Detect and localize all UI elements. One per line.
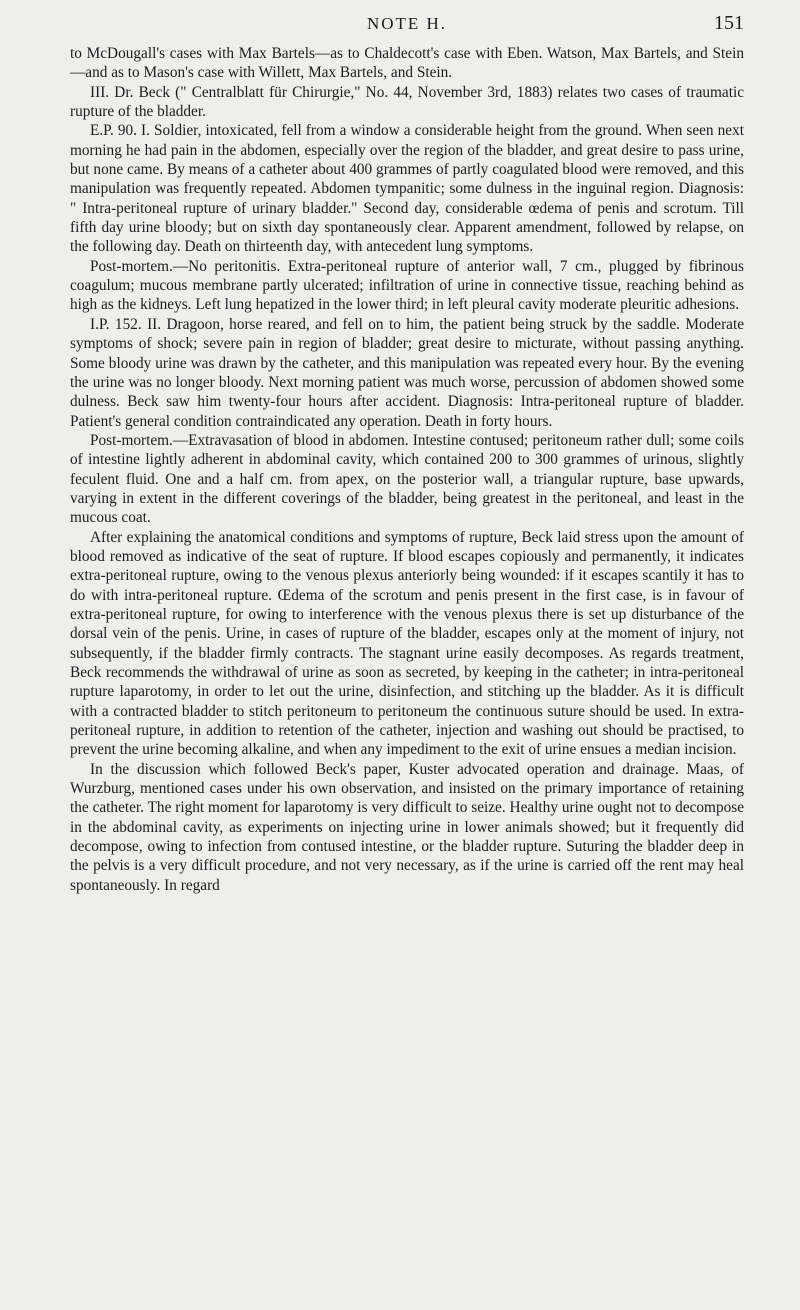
paragraph: After explaining the anatomical conditions and symptoms of rupture, Beck laid stress upon the amount of blood removed as indicative of the seat of rupture. If blood escapes copiously and permanently, it indicates extra-peritoneal rupture, owing to the venous plexus anteriorly being wounded: if it escapes scantily it has to do with intra-peritoneal rupture. Œdema of the scrotum and penis present in the first case, is in favour of extra-peritoneal rupture, for owing to interference with the venous plexus there is set up disturbance of the dorsal vein of the penis. Urine, in cases of rupture of the bladder, escapes only at the moment of injury, not subsequently, if the bladder firmly contracts. The stagnant urine easily decomposes. As regards treatment, Beck recommends the withdrawal of urine as soon as secreted, by keeping in the catheter; in intra-peritoneal rupture laparotomy, in order to let out the urine, disinfection, and stitching up the bladder. As it is difficult with a contracted bladder to stitch peritoneum to peritoneum the continuous suture should be used. In extra-peritoneal rupture, in addition to retention of the catheter, injection and washing out should be practised, to prevent the urine becoming alkaline, and when any impediment to the exit of urine ensues a median incision. bbox=[70, 528, 744, 759]
paragraph: I.P. 152. II. Dragoon, horse reared, and fell on to him, the patient being struck by the saddle. Moderate symptoms of shock; severe pain in region of bladder; great desire to micturate, without passing anything. Some bloody urine was drawn by the catheter, and this manipulation was repeated every hour. By the evening the urine was no longer bloody. Next morning patient was much worse, percussion of abdomen showed some dulness. Beck saw him twenty-four hours after accident. Diagnosis: Intra-peritoneal rupture of bladder. Patient's general condition contraindicated any operation. Death in forty hours. bbox=[70, 315, 744, 430]
page-body bbox=[70, 44, 744, 895]
paragraph: to McDougall's cases with Max Bartels—as to Chaldecott's case with Eben. Watson, Max Bartels, and Stein—and as to Mason's case with Willett, Max Bartels, and Stein. bbox=[70, 45, 744, 82]
paragraph: E.P. 90. I. Soldier, intoxicated, fell from a window a considerable height from the ground. When seen next morning he had pain in the abdomen, especially over the region of the bladder, and great desire to pass urine, but none came. By means of a catheter about 400 grammes of partly coagulated blood were removed, and this manipulation was frequently repeated. Abdomen tympanitic; some dulness in the inguinal region. Diagnosis: " Intra-peritoneal rupture of urinary bladder." Second day, considerable œdema of penis and scrotum. Till fifth day urine bloody; but on sixth day spontaneously clear. Apparent amendment, followed by relapse, on the following day. Death on thirteenth day, with antecedent lung symptoms. bbox=[70, 122, 744, 256]
paragraph: In the discussion which followed Beck's paper, Kuster advocated operation and drainage. Maas, of Wurzburg, mentioned cases under his own observation, and insisted on the primary importance of retaining the catheter. The right moment for laparotomy is very difficult to seize. Healthy urine ought not to decompose in the abdominal cavity, as experiments on injecting urine in lower animals showed; but it frequently did decompose, owing to infection from contused intestine, or the bladder rupture. Suturing the bladder deep in the pelvis is a very difficult procedure, and not very necessary, as if the urine is carried off the rent may heal spontaneously. In regard bbox=[70, 760, 744, 894]
page-number: 151 bbox=[714, 12, 744, 34]
running-head bbox=[70, 14, 744, 44]
paragraph: Post-mortem.—No peritonitis. Extra-peritoneal rupture of anterior wall, 7 cm., plugged by fibrinous coagulum; mucous membrane partly ulcerated; infiltration of urine in connective tissue, reaching behind as high as the kidneys. Left lung hepatized in the lower third; in left pleural cavity moderate pleuritic adhesions. bbox=[70, 257, 744, 314]
running-head-title: NOTE H. bbox=[366, 14, 448, 33]
paragraph: Post-mortem.—Extravasation of blood in abdomen. Intestine contused; peritoneum rather dull; some coils of intestine lightly adherent in abdominal cavity, which contained 200 to 300 grammes of urinous, slightly feculent fluid. One and a half cm. from apex, on the posterior wall, a triangular rupture, base upwards, varying in extent in the different coverings of the bladder, being greatest in the peritoneal, and least in the mucous coat. bbox=[70, 431, 744, 527]
paragraph: III. Dr. Beck (" Centralblatt für Chirurgie," No. 44, November 3rd, 1883) relates two cases of traumatic rupture of the bladder. bbox=[70, 83, 744, 121]
